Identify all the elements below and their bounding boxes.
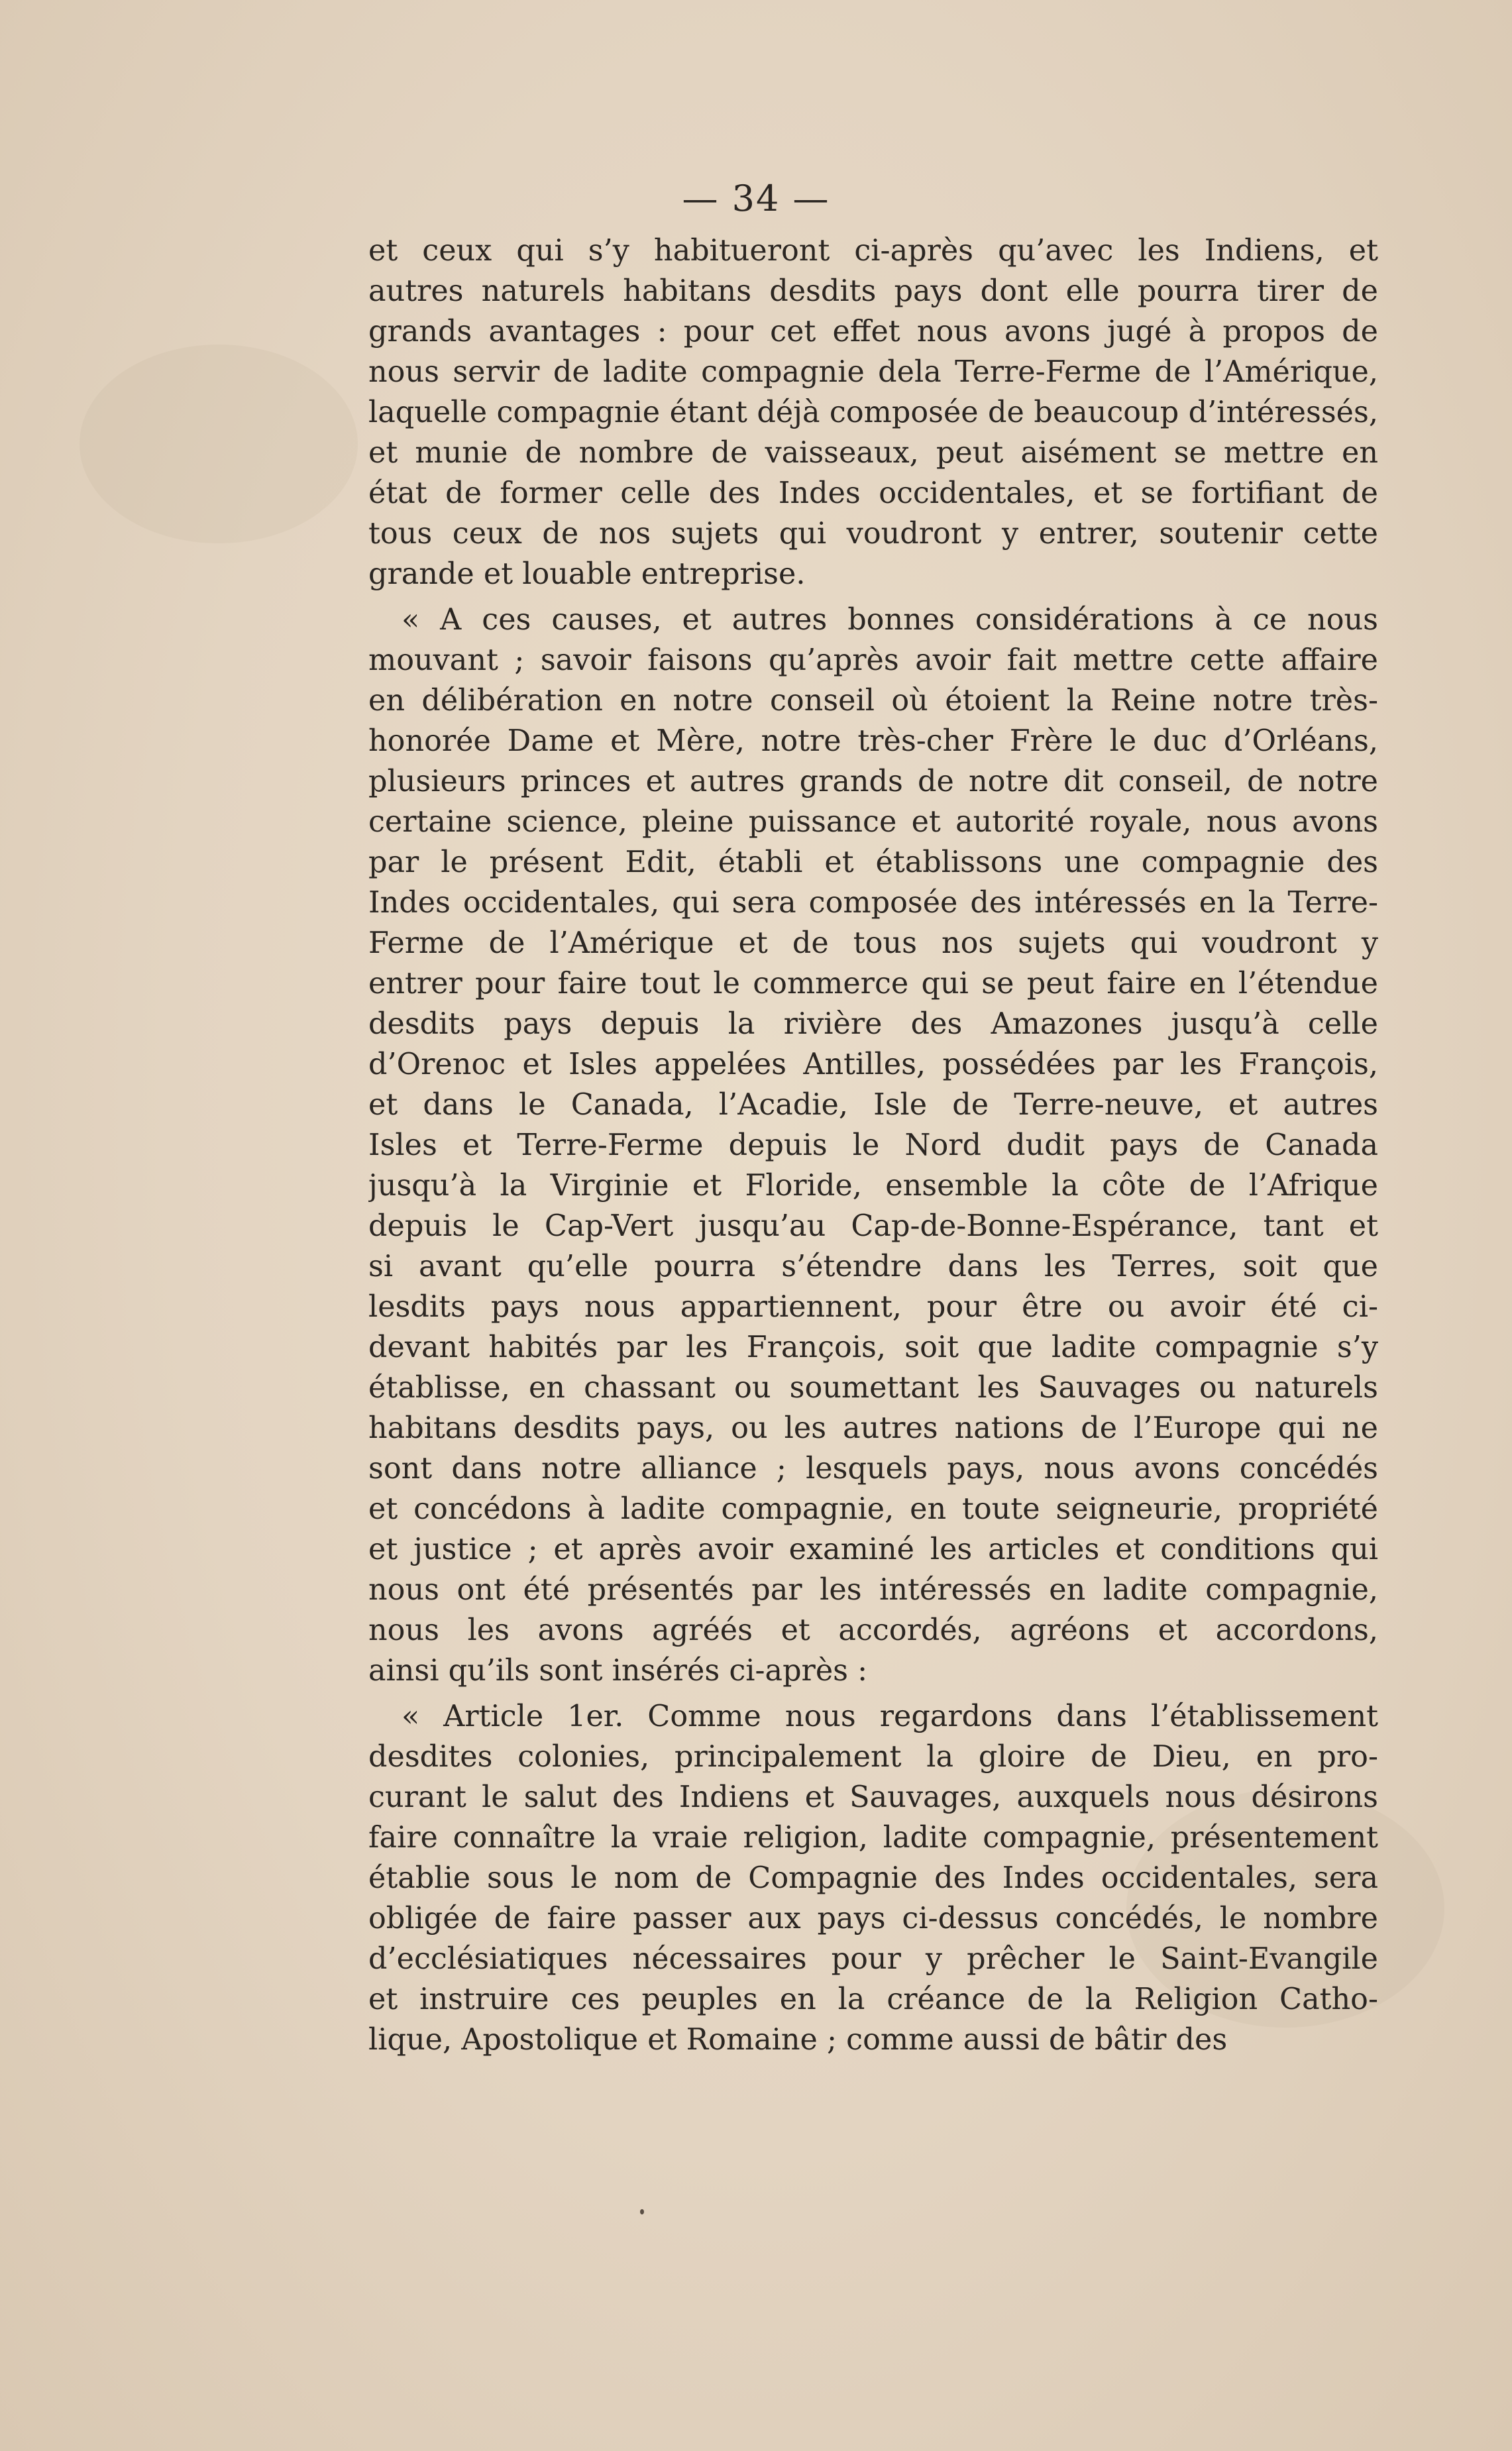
text-line: et ceux qui s’y habitueront ci-après qu’avec les Indiens, et: [368, 234, 1378, 268]
text-line: et concédons à ladite compagnie, en toute seigneurie, propriété: [368, 1492, 1378, 1526]
text-line: Indes occidentales, qui sera composée des intéressés en la Terre-: [368, 886, 1378, 920]
text-line: d’ecclésiatiques nécessaires pour y prêcher le Saint-Evangile: [368, 1942, 1378, 1976]
body-text: [368, 231, 1378, 2060]
text-line: lique, Apostolique et Romaine ; comme aussi de bâtir des: [368, 2023, 1228, 2057]
text-line: nous les avons agréés et accordés, agréons et accordons,: [368, 1613, 1378, 1647]
paragraph: [368, 1696, 1378, 2060]
text-line: jusqu’à la Virginie et Floride, ensemble la côte de l’Afrique: [368, 1169, 1378, 1203]
text-line: Isles et Terre-Ferme depuis le Nord dudit pays de Canada: [368, 1128, 1378, 1162]
text-line: mouvant ; savoir faisons qu’après avoir fait mettre cette affaire: [368, 643, 1378, 677]
text-line: desdits pays depuis la rivière des Amazones jusqu’à celle: [368, 1007, 1378, 1041]
text-line: lesdits pays nous appartiennent, pour être ou avoir été ci-: [368, 1290, 1378, 1324]
text-line: et dans le Canada, l’Acadie, Isle de Terre-neuve, et autres: [368, 1088, 1378, 1122]
text-line: obligée de faire passer aux pays ci-dessus concédés, le nombre: [368, 1902, 1378, 1935]
text-line: ainsi qu’ils sont insérés ci-après :: [368, 1654, 868, 1688]
text-line: Ferme de l’Amérique et de tous nos sujets qui voudront y: [368, 926, 1378, 960]
text-line: par le présent Edit, établi et établissons une compagnie des: [368, 845, 1378, 879]
ink-speck: [640, 2209, 644, 2214]
text-line: depuis le Cap-Vert jusqu’au Cap-de-Bonne-Espérance, tant et: [368, 1209, 1378, 1243]
text-line: en délibération en notre conseil où étoient la Reine notre très-: [368, 684, 1378, 718]
text-line: et instruire ces peuples en la créance de la Religion Catho-: [368, 1983, 1378, 2016]
text-line: d’Orenoc et Isles appelées Antilles, possédées par les François,: [368, 1048, 1378, 1081]
text-line: état de former celle des Indes occidentales, et se fortifiant de: [368, 476, 1378, 510]
text-line: autres naturels habitans desdits pays dont elle pourra tirer de: [368, 274, 1378, 308]
text-line: entrer pour faire tout le commerce qui se peut faire en l’étendue: [368, 967, 1378, 1001]
text-line: nous ont été présentés par les intéressés en ladite compagnie,: [368, 1573, 1378, 1607]
paragraph: [368, 231, 1378, 594]
text-line: plusieurs princes et autres grands de notre dit conseil, de notre: [368, 765, 1378, 798]
text-line: laquelle compagnie étant déjà composée de beaucoup d’intéressés,: [368, 396, 1378, 429]
text-line: nous servir de ladite compagnie dela Terre-Ferme de l’Amérique,: [368, 355, 1378, 389]
text-line: et munie de nombre de vaisseaux, peut aisément se mettre en: [368, 436, 1378, 470]
text-line: curant le salut des Indiens et Sauvages, auxquels nous désirons: [368, 1780, 1378, 1814]
text-line: grande et louable entreprise.: [368, 557, 806, 591]
text-line: faire connaître la vraie religion, ladite compagnie, présentement: [368, 1821, 1378, 1855]
text-line: sont dans notre alliance ; lesquels pays, nous avons concédés: [368, 1452, 1378, 1486]
text-line: habitans desdits pays, ou les autres nations de l’Europe qui ne: [368, 1411, 1378, 1445]
text-line: et justice ; et après avoir examiné les articles et conditions qui: [368, 1533, 1378, 1566]
text-line: desdites colonies, principalement la gloire de Dieu, en pro-: [368, 1740, 1378, 1774]
paragraph: [368, 600, 1378, 1691]
text-line: si avant qu’elle pourra s’étendre dans les Terres, soit que: [368, 1250, 1378, 1283]
page-number: — 34 —: [682, 178, 830, 219]
text-line: tous ceux de nos sujets qui voudront y entrer, soutenir cette: [368, 517, 1378, 551]
text-line: honorée Dame et Mère, notre très-cher Frère le duc d’Orléans,: [368, 724, 1378, 758]
text-line: établie sous le nom de Compagnie des Indes occidentales, sera: [368, 1861, 1378, 1895]
text-line: certaine science, pleine puissance et autorité royale, nous avons: [368, 805, 1378, 839]
paper-stain: [80, 345, 358, 543]
text-line: « A ces causes, et autres bonnes considérations à ce nous: [402, 603, 1378, 637]
text-line: établisse, en chassant ou soumettant les Sauvages ou naturels: [368, 1371, 1378, 1405]
text-line: devant habités par les François, soit que ladite compagnie s’y: [368, 1331, 1378, 1364]
text-line: grands avantages : pour cet effet nous avons jugé à propos de: [368, 315, 1378, 349]
text-line: « Article 1er. Comme nous regardons dans l’établissement: [402, 1700, 1378, 1733]
